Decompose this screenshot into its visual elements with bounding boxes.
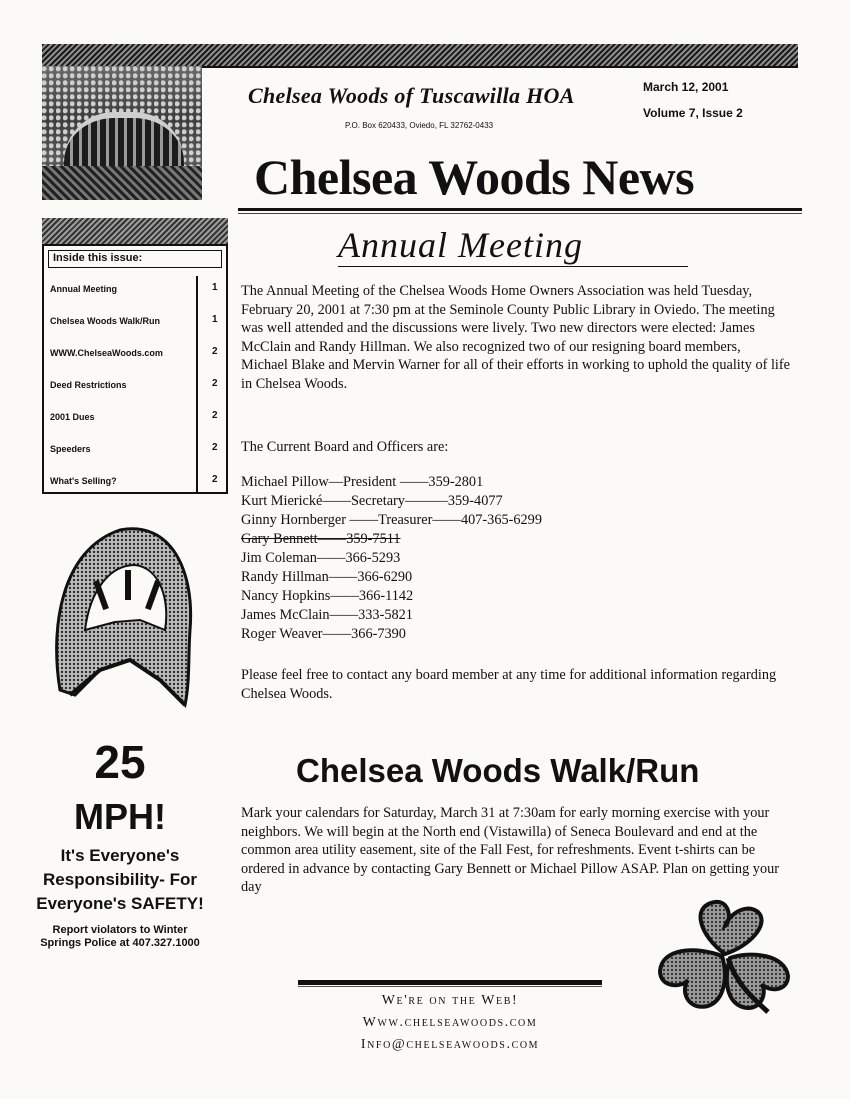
speed-limit-unit: MPH! (74, 796, 166, 837)
toc-pattern-bar (42, 218, 228, 244)
walk-run-paragraph: Mark your calendars for Saturday, March 31 at 7:30am for early morning exercise with your neighbors. We will begin at the North end (Vistawilla) of Seneca Boulevard and end at the common area utility easement, site of the Fall Fest, for refreshments. Event t-shirts can be ordered in advance by contacting Gary Bennett or Michael Pillow ASAP. Plan on getting your day (241, 805, 780, 895)
newsletter-title: Chelsea Woods News (254, 149, 695, 205)
toc-item-title: Chelsea Woods Walk/Run (50, 316, 161, 326)
toc-item-page: 1 (212, 314, 218, 325)
photo-building (64, 112, 184, 168)
board-member: Roger Weaver——366-7390 (241, 626, 406, 642)
annual-meeting-paragraph: The Annual Meeting of the Chelsea Woods Home Owners Association was held Tuesday, February 20, 2001 at 7:30 pm at the Seminole County Public Library in Oviedo. The meeting was well attended and the discussions were lively. Two new directors were elected: James McClain and Randy Hillman. We also recognized two of our resigning board members, Michael Blake and Mervin Warner for all of their efforts in working to uphold the quality of life in Chelsea Woods. (241, 283, 790, 392)
toc-column-divider (196, 276, 198, 494)
toc-item-title: 2001 Dues (50, 412, 95, 422)
header-pattern-bar (42, 44, 798, 68)
toc-item-page: 2 (212, 378, 218, 389)
speed-message: It's Everyone's Responsibility- For Everyone's SAFETY! (36, 846, 204, 913)
web-footer-rule (298, 980, 602, 985)
toc-item-title: What's Selling? (50, 476, 117, 486)
speed-limit-number: 25 (94, 736, 146, 788)
annual-meeting-heading: Annual Meeting (338, 225, 583, 265)
decorative-clipart-icon (40, 510, 200, 715)
speed-report-info: Report violators to Winter Springs Police at 407.327.1000 (40, 924, 200, 949)
shamrock-icon (650, 896, 800, 1016)
toc-item-page: 2 (212, 346, 218, 357)
toc-item-title: Deed Restrictions (50, 380, 127, 390)
masthead-rule-thin (238, 213, 802, 214)
toc-item-page: 2 (212, 474, 218, 485)
web-heading: We're on the Web! (381, 993, 519, 1008)
toc-item-page: 2 (212, 410, 218, 421)
toc-item-title: WWW.ChelseaWoods.com (50, 348, 163, 358)
masthead-rule (238, 208, 802, 211)
toc-item-title: Speeders (50, 444, 91, 454)
issue-volume: Volume 7, Issue 2 (643, 106, 743, 120)
email-link[interactable]: Info@chelseawoods.com (360, 1037, 540, 1052)
toc-heading: Inside this issue: (48, 250, 222, 268)
web-footer-rule-thin (298, 986, 602, 987)
issue-date: March 12, 2001 (643, 80, 729, 94)
board-member: Nancy Hopkins——366-1142 (241, 588, 414, 604)
toc-item-page: 2 (212, 442, 218, 453)
walk-run-heading: Chelsea Woods Walk/Run (296, 752, 700, 789)
board-intro: The Current Board and Officers are: (241, 439, 449, 455)
toc-item-page: 1 (212, 282, 218, 293)
association-name: Chelsea Woods of Tuscawilla HOA (248, 83, 575, 108)
photo-ground (42, 166, 202, 200)
speed-limit-notice (20, 730, 220, 950)
board-list (241, 473, 542, 644)
web-footer (298, 990, 602, 1056)
heading-underline (338, 266, 688, 267)
table-of-contents (42, 244, 228, 494)
board-member: Ginny Hornberger ——Treasurer——407-365-6299 (241, 512, 542, 528)
board-member: Michael Pillow—President ——359-2801 (241, 474, 484, 490)
mailing-address: P.O. Box 620433, Oviedo, FL 32762-0433 (345, 121, 494, 130)
clubhouse-photo (42, 66, 202, 200)
board-member: Jim Coleman——366-5293 (241, 550, 401, 566)
board-member: Gary Bennett——359-7511 (241, 531, 401, 547)
board-member: James McClain——333-5821 (241, 607, 413, 623)
website-link[interactable]: Www.chelseawoods.com (362, 1015, 538, 1030)
board-member: Randy Hillman——366-6290 (241, 569, 413, 585)
toc-item-title: Annual Meeting (50, 284, 117, 294)
contact-paragraph: Please feel free to contact any board member at any time for additional information regarding Chelsea Woods. (241, 667, 777, 702)
board-member: Kurt Mierické——Secretary———359-4077 (241, 493, 503, 509)
